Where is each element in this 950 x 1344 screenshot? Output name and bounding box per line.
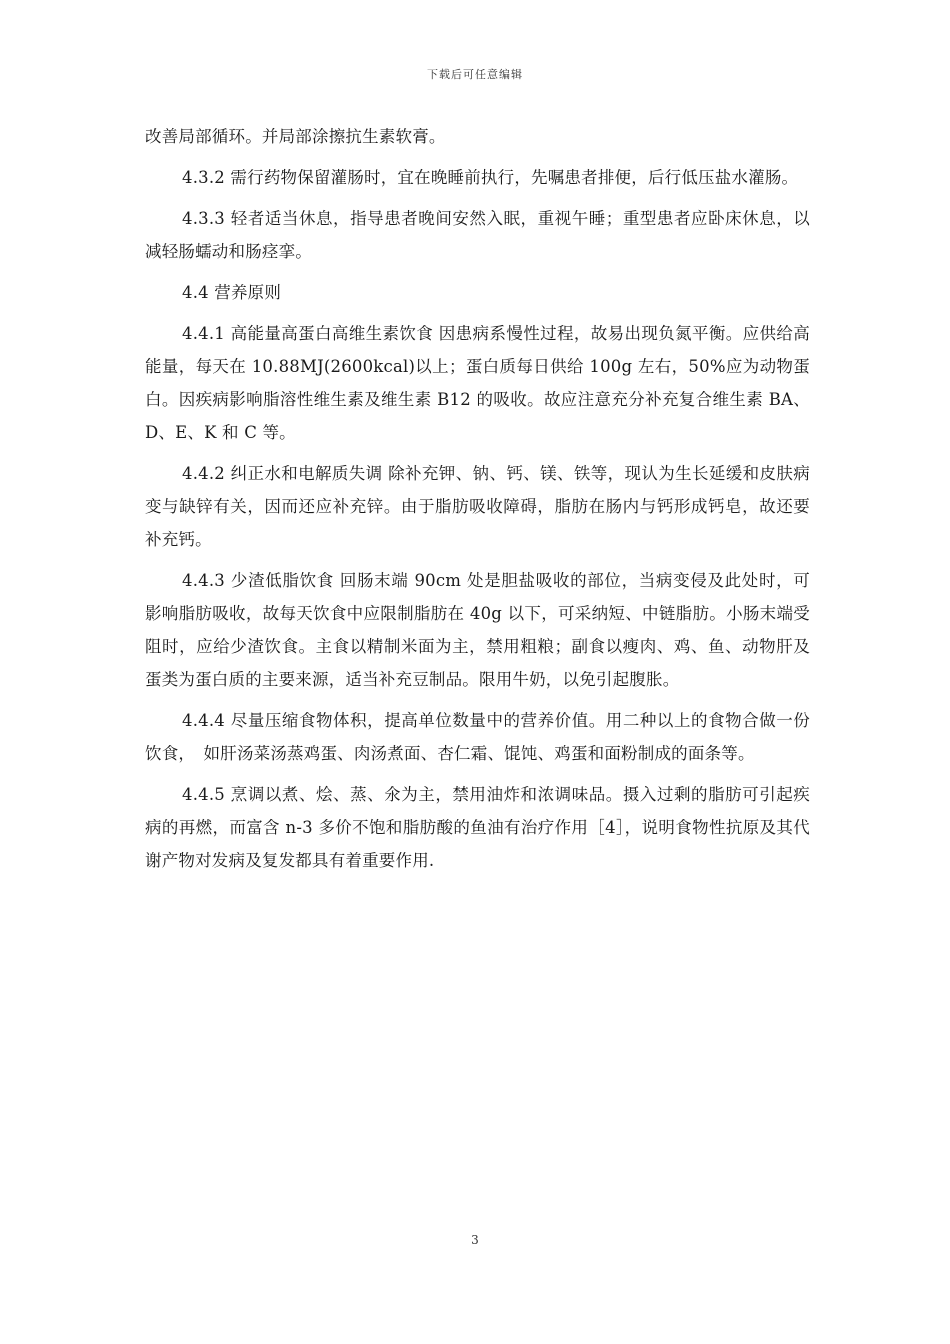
document-body [145, 120, 810, 885]
paragraph-4-3-3: 4.3.3 轻者适当休息，指导患者晚间安然入眠，重视午睡；重型患者应卧床休息，以减轻肠蠕动和肠痉挛。 [145, 209, 810, 261]
paragraph-4-4-2: 4.4.2 纠正水和电解质失调 除补充钾、钠、钙、镁、铁等，现认为生长延缓和皮肤病变与缺锌有关，因而还应补充锌。由于脂肪吸收障碍，脂肪在肠内与钙形成钙皂，故还要补充钙。 [145, 464, 810, 549]
page-number: 3 [471, 1233, 479, 1247]
paragraph-4-3-2: 4.3.2 需行药物保留灌肠时，宜在晚睡前执行，先嘱患者排便，后行低压盐水灌肠。 [182, 168, 799, 187]
section-heading-4-4: 4.4 营养原则 [182, 283, 282, 302]
paragraph-continuation: 改善局部循环。并局部涂擦抗生素软膏。 [145, 127, 446, 146]
paragraph-4-4-1: 4.4.1 高能量高蛋白高维生素饮食 因患病系慢性过程，故易出现负氮平衡。应供给高能量，每天在 10.88MJ(2600kcal)以上；蛋白质每日供给 100g 左右，50%应为动物蛋白。因疾病影响脂溶性维生素及维生素 B12 的吸收。故应注意充分补充复合维生素 BA、D、E、K 和 C 等。 [145, 324, 810, 442]
page-header: 下载后可任意编辑 [427, 68, 523, 81]
paragraph-4-4-5: 4.4.5 烹调以煮、烩、蒸、氽为主，禁用油炸和浓调味品。摄入过剩的脂肪可引起疾病的再燃，而富含 n-3 多价不饱和脂肪酸的鱼油有治疗作用［4］，说明食物性抗原及其代谢产物对发病及复发都具有着重要作用. [145, 785, 810, 870]
paragraph-4-4-4: 4.4.4 尽量压缩食物体积，提高单位数量中的营养价值。用二种以上的食物合做一份饮食， 如肝汤菜汤蒸鸡蛋、肉汤煮面、杏仁霜、馄饨、鸡蛋和面粉制成的面条等。 [145, 711, 810, 763]
paragraph-4-4-3: 4.4.3 少渣低脂饮食 回肠末端 90cm 处是胆盐吸收的部位，当病变侵及此处时，可影响脂肪吸收，故每天饮食中应限制脂肪在 40g 以下，可采纳短、中链脂肪。小肠末端受阻时，应给少渣饮食。主食以精制米面为主，禁用粗粮；副食以瘦肉、鸡、鱼、动物肝及蛋类为蛋白质的主要来源，适当补充豆制品。限用牛奶，以免引起腹胀。 [145, 571, 810, 689]
